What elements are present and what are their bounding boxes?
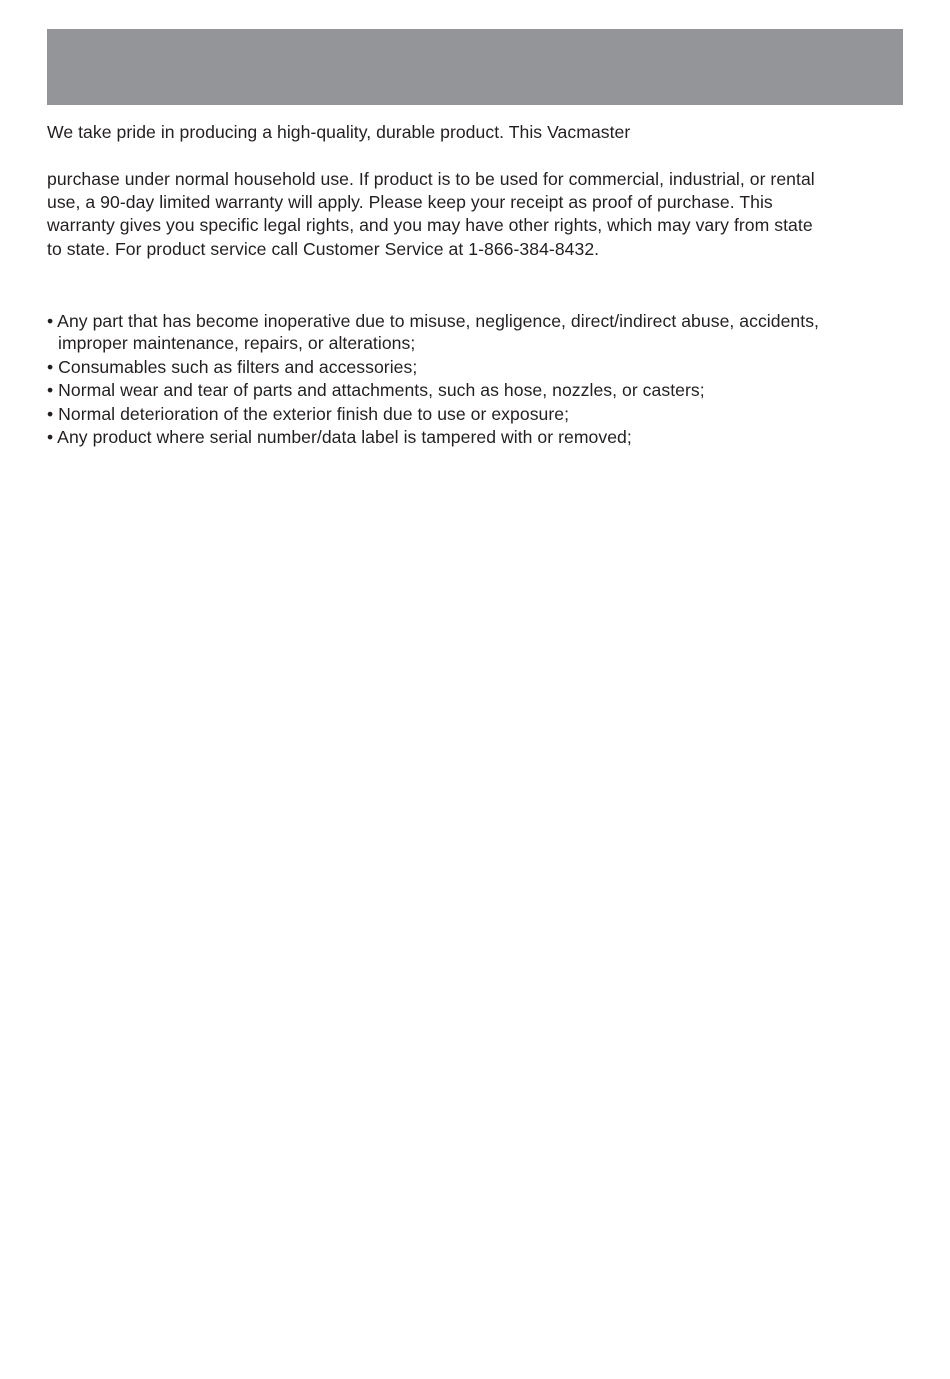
intro-line-2: purchase under normal household use. If product is to be used for commercial, industrial, or rental <box>47 169 815 189</box>
exclusion-item-2: • Consumables such as filters and accessories; <box>47 357 418 377</box>
intro-line-5: to state. For product service call Customer Service at 1-866-384-8432. <box>47 239 600 259</box>
exclusion-item-4: • Normal deterioration of the exterior finish due to use or exposure; <box>47 404 570 424</box>
exclusion-item-5: • Any product where serial number/data label is tampered with or removed; <box>47 427 632 447</box>
exclusion-item-1: • Any part that has become inoperative due to misuse, negligence, direct/indirect abuse, accidents, <box>47 311 819 331</box>
intro-line-4: warranty gives you specific legal rights, and you may have other rights, which may vary from state <box>47 215 813 235</box>
exclusion-item-3: • Normal wear and tear of parts and attachments, such as hose, nozzles, or casters; <box>47 380 705 400</box>
intro-line-3: use, a 90-day limited warranty will apply. Please keep your receipt as proof of purchase. This <box>47 192 773 212</box>
header-bar <box>47 29 903 105</box>
intro-line-1: We take pride in producing a high-quality, durable product. This Vacmaster <box>47 122 631 142</box>
exclusion-item-1-continued: improper maintenance, repairs, or alterations; <box>58 333 416 353</box>
